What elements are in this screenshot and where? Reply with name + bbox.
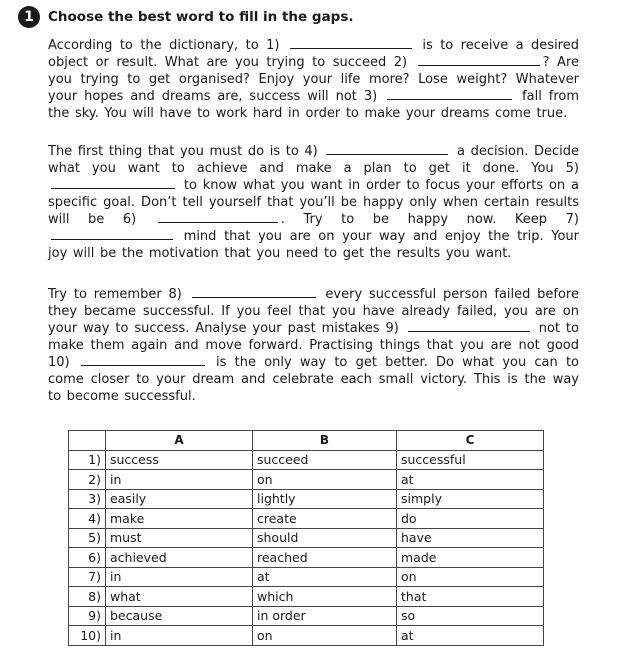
option-b[interactable]: create bbox=[253, 509, 397, 529]
option-a[interactable]: because bbox=[106, 606, 253, 626]
row-number: 2) bbox=[69, 470, 106, 490]
option-b[interactable]: on bbox=[253, 470, 397, 490]
option-a[interactable]: achieved bbox=[106, 548, 253, 568]
paragraph-3 bbox=[48, 286, 579, 405]
gap-6[interactable] bbox=[158, 212, 278, 223]
table-row bbox=[69, 528, 544, 548]
option-b[interactable]: reached bbox=[253, 548, 397, 568]
option-b[interactable]: at bbox=[253, 567, 397, 587]
row-number: 5) bbox=[69, 528, 106, 548]
option-a[interactable]: make bbox=[106, 509, 253, 529]
gap-3[interactable] bbox=[387, 89, 512, 100]
gap-1[interactable] bbox=[290, 38, 412, 49]
option-c[interactable]: on bbox=[397, 567, 544, 587]
text-segment: . Try to be happy now. Keep 7) bbox=[280, 212, 579, 227]
text-segment: According to the dictionary, to 1) bbox=[48, 38, 280, 53]
text-segment: a decision. Decide what you want to achieve and make a plan to get it done. You 5) bbox=[48, 144, 580, 176]
text-segment: The first thing that you must do is to 4) bbox=[48, 144, 318, 159]
text-segment: is the only way to get better. Do what you can to come closer to your dream and celebrate each small victory. This is the way to become successful. bbox=[48, 355, 579, 404]
option-b[interactable]: succeed bbox=[253, 450, 397, 470]
text-segment: is to receive a desired object or result. What are you trying to succeed 2) bbox=[48, 38, 579, 70]
table-header-row bbox=[69, 431, 544, 451]
text-segment: mind that you are on your way and enjoy the trip. Your joy will be the motivation that you need to get the results you want. bbox=[48, 229, 579, 261]
gap-2[interactable] bbox=[418, 55, 540, 66]
row-number: 3) bbox=[69, 489, 106, 509]
table-row bbox=[69, 548, 544, 568]
table-row bbox=[69, 587, 544, 607]
paragraph-1 bbox=[48, 37, 579, 122]
table-row bbox=[69, 567, 544, 587]
option-c[interactable]: at bbox=[397, 626, 544, 646]
option-a[interactable]: in bbox=[106, 626, 253, 646]
option-c[interactable]: at bbox=[397, 470, 544, 490]
table-row bbox=[69, 470, 544, 490]
gap-8[interactable] bbox=[192, 287, 316, 298]
row-number: 7) bbox=[69, 567, 106, 587]
gap-9[interactable] bbox=[408, 321, 530, 332]
paragraph-2 bbox=[48, 143, 579, 262]
option-a[interactable]: success bbox=[106, 450, 253, 470]
table-row bbox=[69, 450, 544, 470]
text-segment: fall from the sky. You will have to work hard in order to make your dreams come true. bbox=[48, 89, 579, 121]
gap-7[interactable] bbox=[51, 229, 173, 240]
option-c[interactable]: successful bbox=[397, 450, 544, 470]
column-header-b: B bbox=[253, 431, 397, 451]
exercise-number-badge: 1 bbox=[18, 6, 40, 28]
option-c[interactable]: do bbox=[397, 509, 544, 529]
row-number: 10) bbox=[69, 626, 106, 646]
row-number: 1) bbox=[69, 450, 106, 470]
option-a[interactable]: easily bbox=[106, 489, 253, 509]
text-segment: not to make them again and move forward. Practising things that you are not good 10) bbox=[48, 321, 579, 370]
option-c[interactable]: so bbox=[397, 606, 544, 626]
text-segment: to know what you want in order to focus your efforts on a specific goal. Don’t tell yourself that you’ll be happy only when certain results will be 6) bbox=[48, 178, 579, 227]
option-a[interactable]: what bbox=[106, 587, 253, 607]
options-table bbox=[68, 430, 544, 646]
option-c[interactable]: that bbox=[397, 587, 544, 607]
option-c[interactable]: simply bbox=[397, 489, 544, 509]
row-number: 9) bbox=[69, 606, 106, 626]
gap-10[interactable] bbox=[81, 355, 205, 366]
table-row bbox=[69, 509, 544, 529]
table-row bbox=[69, 626, 544, 646]
option-b[interactable]: should bbox=[253, 528, 397, 548]
row-number: 8) bbox=[69, 587, 106, 607]
table-row bbox=[69, 606, 544, 626]
option-b[interactable]: lightly bbox=[253, 489, 397, 509]
exercise-instruction: Choose the best word to fill in the gaps. bbox=[48, 9, 354, 25]
gap-5[interactable] bbox=[51, 178, 175, 189]
text-segment: Try to remember 8) bbox=[48, 287, 182, 302]
table-row bbox=[69, 489, 544, 509]
option-a[interactable]: in bbox=[106, 470, 253, 490]
option-b[interactable]: which bbox=[253, 587, 397, 607]
header-corner bbox=[69, 431, 106, 451]
gap-4[interactable] bbox=[326, 144, 448, 155]
column-header-a: A bbox=[106, 431, 253, 451]
row-number: 6) bbox=[69, 548, 106, 568]
option-b[interactable]: on bbox=[253, 626, 397, 646]
row-number: 4) bbox=[69, 509, 106, 529]
option-a[interactable]: must bbox=[106, 528, 253, 548]
text-segment: every successful person failed before they became successful. If you feel that you have already failed, you are on your way to success. Analyse your past mistakes 9) bbox=[48, 287, 579, 336]
option-a[interactable]: in bbox=[106, 567, 253, 587]
option-c[interactable]: made bbox=[397, 548, 544, 568]
exercise-heading bbox=[18, 6, 354, 28]
option-c[interactable]: have bbox=[397, 528, 544, 548]
text-segment: ? Are you trying to get organised? Enjoy your life more? Lose weight? Whatever your hopes and dreams are, success will not 3) bbox=[48, 55, 580, 104]
column-header-c: C bbox=[397, 431, 544, 451]
option-b[interactable]: in order bbox=[253, 606, 397, 626]
